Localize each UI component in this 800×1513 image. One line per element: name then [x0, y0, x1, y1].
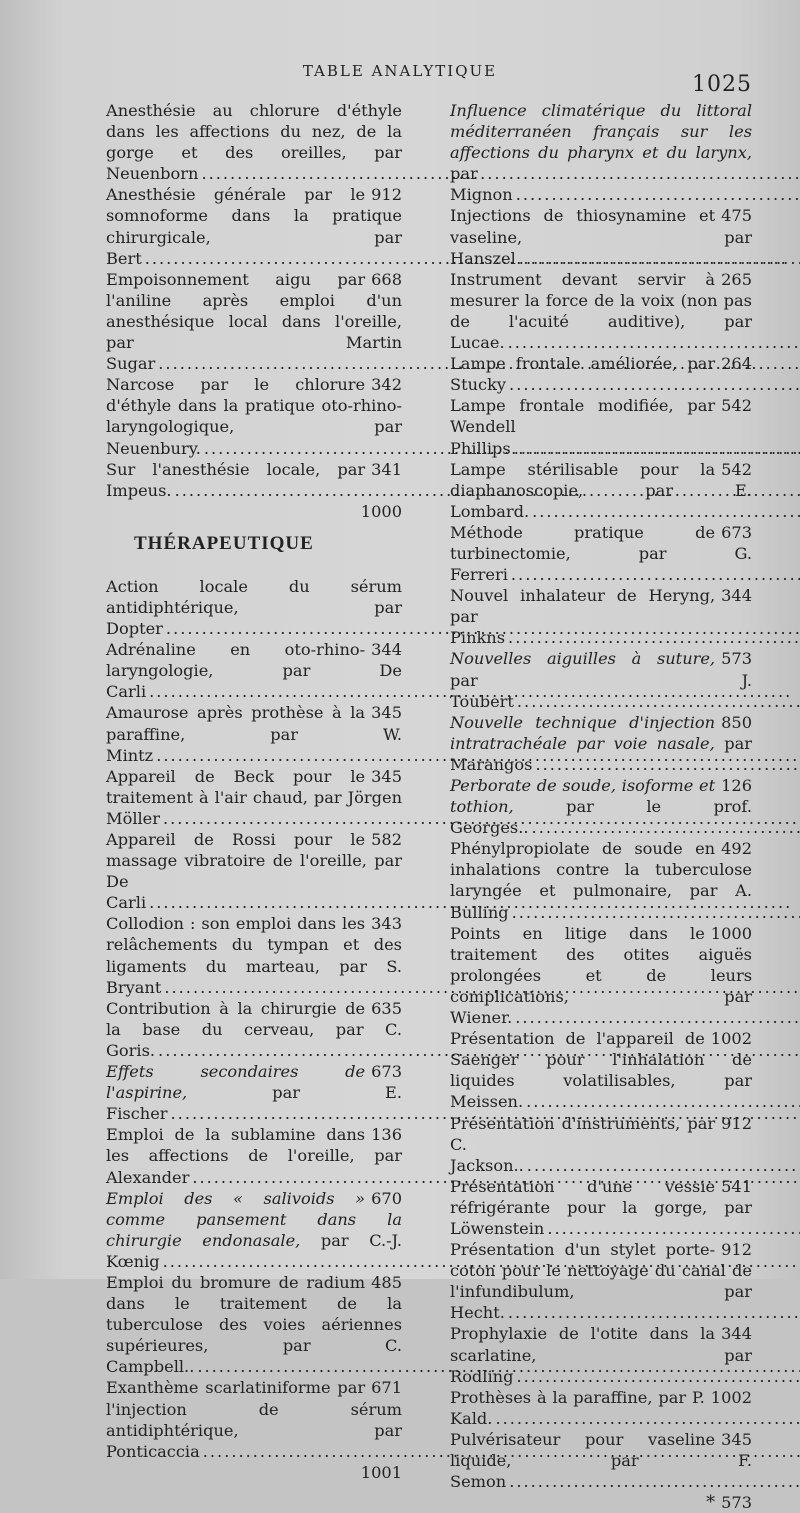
entry-page: 912: [371, 185, 402, 205]
entry-line: [450, 1387, 752, 1449]
entry-line: [106, 998, 402, 1082]
leader-dots: [527, 1156, 800, 1175]
entry-text: Phénylpropiolate de soude en inhalations contre la tuberculose laryngée et pulmonaire, par A. Bulling: [450, 839, 752, 922]
index-entry: [432, 269, 752, 374]
entry-page: 341: [371, 459, 402, 479]
entry-page: 1002: [710, 1387, 752, 1407]
leader-dots: [509, 1472, 800, 1491]
entry-text: Présentation d'une vessie réfrigérante pour la gorge, par Löwenstein: [450, 1176, 752, 1238]
entry-line: [450, 205, 752, 289]
entry-text: Contribution à la chirurgie de la base du cerveau, par C. Goris.: [106, 998, 402, 1060]
entry-line: [450, 459, 752, 542]
entry-line: [450, 100, 752, 226]
entry-text: Prothèses à la paraffine, par P. Kald.: [450, 1387, 705, 1428]
entry-text: Pulvérisateur pour vaseline liquide, par F. Semon: [450, 1429, 752, 1492]
entry-line: [106, 1188, 402, 1292]
entry-page: 912: [721, 1113, 752, 1133]
entries-top: [88, 100, 402, 521]
end-mark: *: [706, 1492, 716, 1513]
entries-right: [432, 100, 752, 1513]
entry-line: [450, 648, 752, 732]
entry-text: par C.-J. Kœnig: [106, 1230, 402, 1271]
entry-page: 668: [371, 269, 402, 289]
entry-line: [106, 374, 402, 479]
entry-page: 541: [721, 1176, 752, 1196]
entry-text: Anesthésie au chlorure d'éthyle dans les affections du nez, de la gorge et des oreilles, par Neuenborn: [106, 101, 402, 184]
entry-text: Appareil de Rossi pour le massage vibratoire de l'oreille, par De Carli: [106, 830, 402, 913]
entry-page: 1000: [710, 923, 752, 943]
entry-italic-title: Nouvelles aiguilles à suture,: [450, 649, 716, 669]
entry-page: 573: [721, 649, 752, 669]
index-entry: [432, 923, 752, 1049]
running-header: TABLE ANALYTIQUE: [302, 62, 498, 80]
index-entry: [432, 395, 752, 479]
entry-line: [450, 712, 752, 795]
entry-page: 126: [721, 776, 752, 795]
entry-line: [106, 766, 402, 849]
entry-page: 1000: [360, 501, 402, 521]
entry-page: 573: [721, 1493, 752, 1513]
entry-line: [106, 913, 402, 1018]
entry-line: [106, 1272, 402, 1398]
leader-dots: [515, 1008, 800, 1027]
leader-dots: [517, 692, 800, 711]
leader-dots: [508, 1303, 800, 1322]
entry-line: [450, 269, 752, 374]
entry-line: [450, 395, 752, 479]
index-entry: [432, 838, 752, 943]
entry-line: [450, 923, 752, 1049]
leader-dots: [511, 565, 800, 584]
index-entry: [88, 702, 402, 786]
entry-line: [450, 522, 752, 606]
entry-italic-title: Influence climatérique du littoral méditerranéen français sur les affections du pharynx et du larynx,: [450, 101, 752, 163]
entry-line: [450, 1113, 752, 1196]
leader-dots: [516, 1367, 800, 1386]
entry-page: 485: [371, 1272, 402, 1292]
leader-dots: [514, 439, 800, 458]
entry-line: [450, 1239, 752, 1344]
index-entry: [88, 829, 402, 934]
entry-text: Exanthème scarlatiniforme par l'injection de sérum antidiphtérique, par Ponticaccia: [106, 1378, 402, 1461]
entry-text: Collodion : son emploi dans les relâchements du tympan et des ligaments du marteau, par S. Bryant: [106, 914, 402, 997]
entry-line: [106, 1124, 402, 1208]
entry-page: 345: [371, 703, 402, 723]
entry-italic-title: Emploi des « salivoids » comme pansement dans la chirurgie endonasale,: [106, 1188, 402, 1250]
entry-page: 345: [371, 766, 402, 786]
entry-text: Injections de thiosynamine et vaseline, par Hanszel: [450, 206, 752, 268]
index-entry: [88, 1124, 402, 1208]
entry-line: [106, 269, 402, 395]
index-entry: [432, 712, 752, 795]
index-entry: [432, 1323, 752, 1407]
entry-text: Action locale du sérum antidiphtérique, par Dopter: [106, 576, 402, 639]
leader-dots: [519, 249, 800, 268]
entry-page: 136: [371, 1125, 402, 1145]
entry-text: Emploi du bromure de radium dans le traitement de la tuberculose des voies aériennes supérieures, par C. Campbell..: [106, 1272, 402, 1377]
entry-page: 264: [721, 354, 752, 374]
entry-page: 492: [721, 839, 752, 859]
index-entry: [432, 459, 752, 542]
entry-page: 343: [371, 914, 402, 934]
entry-text: Emploi de la sublamine dans les affections de l'oreille, par Alexander: [106, 1125, 402, 1187]
entry-page: 1002: [710, 1029, 752, 1049]
entry-line: [450, 1323, 752, 1407]
leader-dots: [516, 185, 800, 204]
index-entry: [432, 1176, 752, 1260]
entry-text: Prophylaxie de l'otite dans la scarlatine, par Rodling: [450, 1324, 752, 1386]
index-entry: [432, 1113, 752, 1196]
index-entry: [88, 1061, 402, 1145]
entry-text: par E. Fischer: [106, 1083, 402, 1124]
entry-page: 673: [721, 522, 752, 542]
left-column: [88, 100, 402, 1483]
entry-page: 542: [721, 396, 752, 416]
index-entry: [88, 1188, 402, 1292]
entry-text: Présentation d'instruments, par C. Jackson..: [450, 1113, 716, 1175]
entry-text: Narcose par le chlorure d'éthyle dans la pratique oto-rhino-laryngologique, par Neuenbury.: [106, 375, 402, 458]
entry-line: [450, 353, 752, 416]
index-entry: [432, 1239, 752, 1344]
entry-line: [106, 1377, 402, 1482]
entry-text: Lampe frontale améliorée, par Stucky: [450, 354, 716, 395]
entry-line: [106, 459, 402, 521]
entry-line: [106, 100, 402, 205]
leader-dots: [526, 1092, 800, 1111]
index-entry: [88, 1377, 402, 1482]
index-entry: [88, 184, 402, 289]
entry-line: [450, 838, 752, 943]
entry-page: 671: [371, 1378, 402, 1398]
leader-dots: [512, 903, 800, 922]
leader-dots: [495, 1409, 800, 1428]
entry-text: Empoisonnement aigu par l'aniline après emploi d'un anesthésique local dans l'oreille, par Martin Sugar: [106, 269, 402, 374]
entry-page: 475: [721, 206, 752, 226]
entry-line: [106, 576, 402, 660]
index-entry: [88, 1272, 402, 1398]
entry-page: 673: [371, 1062, 402, 1082]
entry-text: Amaurose après prothèse à la paraffine, par W. Mintz: [106, 703, 402, 765]
index-entry: [88, 639, 402, 723]
entry-text: par le prof. Georges..: [450, 797, 752, 838]
entry-page: 344: [721, 586, 752, 606]
entry-line: [450, 1028, 752, 1133]
entry-line: [106, 702, 402, 786]
index-entry: [88, 374, 402, 479]
index-entry: [432, 775, 752, 859]
leader-dots: [532, 818, 800, 837]
leader-dots: [532, 502, 800, 521]
entry-text: Lampe frontale modifiée, par Wendell Phillips: [450, 396, 716, 458]
entry-text: par J. Toubert: [450, 670, 752, 711]
index-entry: [88, 576, 402, 660]
entry-line: [450, 775, 752, 859]
entry-page: 670: [371, 1188, 402, 1208]
entry-text: Lampe stérilisable pour la diaphanoscopie, par E. Lombard.: [450, 459, 752, 521]
entry-line: [450, 1176, 752, 1260]
section-title: THÉRAPEUTIQUE: [134, 532, 314, 554]
entry-text: Appareil de Beck pour le traitement à l'air chaud, par Jörgen Möller: [106, 766, 402, 828]
leader-dots: [508, 628, 800, 647]
entry-page: 342: [371, 375, 402, 395]
entries-therapeutique: [88, 576, 402, 1482]
index-entry: [432, 522, 752, 606]
index-entry: [88, 459, 402, 521]
entry-text: Sur l'anesthésie locale, par Impeus.: [106, 459, 366, 500]
entry-line: [450, 1429, 752, 1513]
entry-text: Instrument devant servir à mesurer la force de la voix (non pas de l'acuité auditive), par Lucae.: [450, 269, 752, 353]
leader-dots: [547, 1219, 800, 1238]
entry-page: 542: [721, 459, 752, 479]
page-number: 1025: [692, 72, 752, 97]
entry-page: 582: [371, 830, 402, 849]
entry-italic-title: Effets secondaires de l'aspirine,: [106, 1062, 366, 1103]
index-entry: [432, 1028, 752, 1133]
entry-line: [106, 1061, 402, 1145]
entry-italic-title: Perborate de soude, isoforme et tothion,: [450, 776, 716, 817]
leader-dots: [509, 375, 800, 394]
index-entry: [432, 1429, 752, 1513]
leader-dots: [508, 333, 800, 352]
entry-page: 344: [371, 640, 402, 660]
entry-line: [106, 184, 402, 289]
index-entry: [88, 766, 402, 849]
entry-text: par Mignon: [450, 164, 513, 205]
entry-text: Présentation d'un stylet porte-coton pour le nettoyage du canal de l'infundibulum, par Hecht.: [450, 1240, 752, 1323]
entry-line: [106, 639, 402, 723]
entry-page: 1001: [360, 1462, 402, 1482]
right-column: [432, 100, 752, 1513]
entry-page: 635: [371, 998, 402, 1018]
index-entry: [88, 269, 402, 395]
entry-text: par Marangos: [450, 733, 752, 774]
entry-page: 345: [721, 1429, 752, 1449]
entry-italic-title: Nouvelle technique d'injection intratrachéale par voie nasale,: [450, 712, 716, 753]
entry-page: 265: [721, 269, 752, 289]
entry-text: Points en litige dans le traitement des otites aiguës prolongées et de leurs complications, par Wiener.: [450, 923, 752, 1028]
entry-page: 912: [721, 1240, 752, 1260]
index-entry: [432, 353, 752, 416]
entry-text: Nouvel inhalateur de Heryng, par Pinkns: [450, 586, 716, 648]
entry-text: Anesthésie générale par le somnoforme dans la pratique chirurgicale, par Bert: [106, 185, 402, 268]
index-entry: [88, 998, 402, 1082]
index-entry: [432, 100, 752, 226]
index-entry: [88, 100, 402, 205]
index-entry: [432, 1387, 752, 1449]
leader-dots: [535, 755, 800, 774]
entry-page: 850: [721, 712, 752, 732]
entry-text: Présentation de l'appareil de Saenger pour l'inhalation de liquides volatilisables, par Meissen.: [450, 1029, 752, 1112]
entry-page: 344: [721, 1324, 752, 1344]
entry-text: Méthode pratique de turbinectomie, par G. Ferreri: [450, 522, 752, 585]
index-entry: [88, 913, 402, 1018]
entry-line: [106, 829, 402, 934]
index-entry: [432, 648, 752, 732]
entry-text: Adrénaline en oto-rhino-laryngologie, par De Carli: [106, 640, 402, 702]
index-entry: [432, 205, 752, 289]
